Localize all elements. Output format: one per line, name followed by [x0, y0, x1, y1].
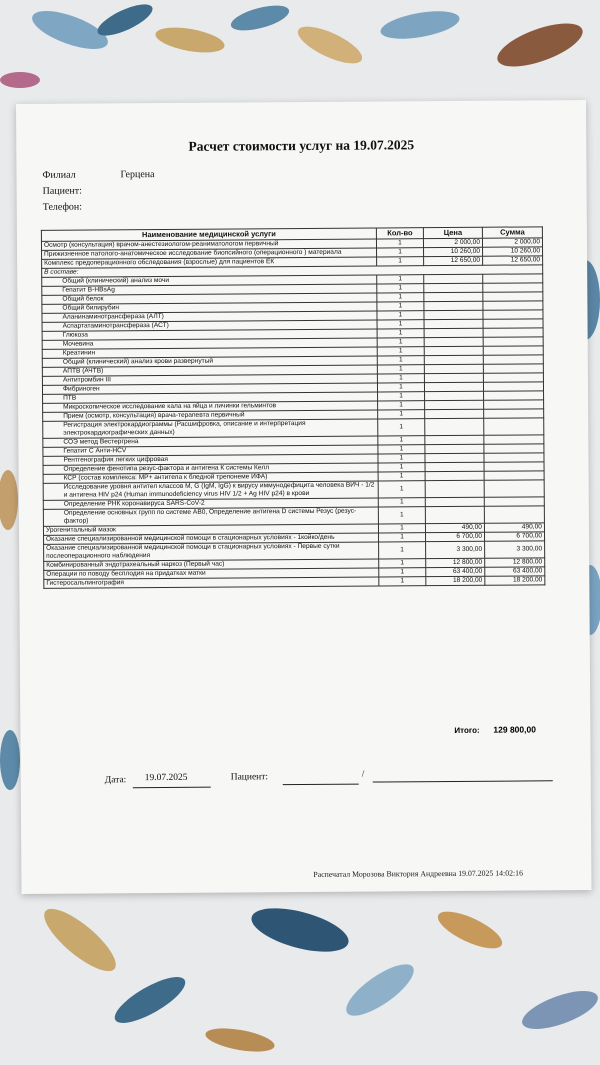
service-name-cell: Комплекс предоперационного обследования (взрослые) для пациентов ЕК — [42, 257, 377, 268]
qty-cell: 1 — [378, 410, 425, 419]
price-cell — [425, 497, 484, 506]
qty-cell: 1 — [377, 347, 424, 356]
price-cell — [424, 310, 483, 319]
sum-cell — [484, 418, 544, 435]
sum-cell — [483, 346, 543, 355]
service-name-cell: Комбинированный эндотрахеальный наркоз (Первый час) — [44, 559, 379, 570]
service-name-cell: Определение фенотипа резус-фактора и антигена К системы Келл — [43, 463, 378, 474]
sum-cell: 12 650,00 — [483, 256, 543, 265]
sum-cell: 490,00 — [484, 523, 544, 532]
patient-name-line — [373, 780, 553, 782]
phone-label: Телефон: — [42, 201, 83, 213]
qty-cell: 1 — [378, 392, 425, 401]
price-cell: 10 260,00 — [424, 247, 483, 256]
sum-cell — [484, 497, 544, 506]
sum-cell — [483, 337, 543, 346]
qty-cell: 1 — [378, 524, 425, 533]
section-label: В составе: — [42, 265, 543, 277]
sum-cell: 12 800,00 — [485, 558, 545, 567]
sum-cell — [484, 435, 544, 444]
date-underline — [133, 787, 211, 789]
qty-cell: 1 — [377, 311, 424, 320]
sum-cell — [483, 328, 543, 337]
service-name-cell: Прижизненное патолого-анатомическое исследование биопсийного (операционного ) материала — [42, 248, 377, 259]
price-cell — [425, 391, 484, 400]
price-cell — [424, 274, 483, 283]
qty-cell: 1 — [377, 356, 424, 365]
qty-cell: 1 — [378, 401, 425, 410]
sum-cell: 10 260,00 — [483, 247, 543, 256]
qty-cell: 1 — [379, 542, 426, 559]
document-title: Расчет стоимости услуг на 19.07.2025 — [188, 137, 415, 154]
services-table — [41, 226, 545, 588]
price-cell — [425, 471, 484, 480]
price-cell: 63 400,00 — [426, 567, 485, 576]
branch-value: Герцена — [120, 169, 155, 181]
qty-cell: 1 — [378, 498, 425, 507]
service-name-cell: Операции по поводу бесплодия на придатках матки — [44, 568, 379, 579]
header-price: Цена — [423, 227, 482, 238]
price-cell — [425, 462, 484, 471]
qty-cell: 1 — [379, 568, 426, 577]
qty-cell: 1 — [378, 472, 425, 481]
printed-by: Распечатал Морозова Виктория Андреевна 19.07.2025 14:02:16 — [313, 868, 524, 879]
qty-cell: 1 — [377, 383, 424, 392]
price-cell — [424, 283, 483, 292]
price-cell — [425, 444, 484, 453]
price-cell: 12 650,00 — [424, 256, 483, 265]
price-cell — [424, 364, 483, 373]
sum-cell — [483, 364, 543, 373]
qty-cell: 1 — [379, 577, 426, 586]
service-name-cell: Гепатит С Анти-HCV — [43, 445, 378, 456]
service-name-cell: Определение РНК коронавируса SARS-CoV-2 — [43, 498, 378, 509]
qty-cell: 1 — [377, 293, 424, 302]
sum-cell: 18 200,00 — [485, 576, 545, 585]
service-name-cell: Общий (клинический) анализ мочи — [42, 275, 377, 286]
qty-cell: 1 — [379, 533, 426, 542]
signature-slash: / — [361, 769, 365, 780]
price-cell: 490,00 — [425, 523, 484, 532]
price-cell — [424, 301, 483, 310]
service-name-cell: ПТВ — [43, 392, 378, 403]
service-name-cell: Аланинаминотрансфераза (АЛТ) — [42, 311, 377, 322]
qty-cell: 1 — [378, 481, 425, 498]
sum-cell: 3 300,00 — [485, 541, 545, 558]
total-value: 129 800,00 — [493, 724, 536, 735]
sum-cell: 6 700,00 — [485, 532, 545, 541]
sum-cell — [483, 355, 543, 364]
sum-cell — [484, 409, 544, 418]
price-cell — [424, 373, 483, 382]
price-cell: 3 300,00 — [426, 541, 485, 558]
service-name-cell: Общий билирубин — [42, 302, 377, 313]
price-cell: 2 000,00 — [423, 238, 482, 247]
price-cell — [424, 382, 483, 391]
sum-cell — [484, 453, 544, 462]
qty-cell: 1 — [378, 463, 425, 472]
price-cell — [424, 337, 483, 346]
service-name-cell: Общий (клинический) анализ крови развернутый — [42, 356, 377, 367]
service-name-cell: Определение основных групп по системе AB0, Определение антигена D системы Резус (резус-фактор) — [43, 507, 378, 526]
sum-cell — [484, 400, 544, 409]
sum-cell — [483, 292, 543, 301]
qty-cell: 1 — [377, 248, 424, 257]
qty-cell: 1 — [377, 257, 424, 266]
price-cell: 18 200,00 — [426, 576, 485, 585]
patient-signature-line — [283, 784, 359, 786]
service-name-cell: Креатинин — [42, 347, 377, 358]
sum-cell — [484, 480, 544, 497]
service-name-cell: Аспартатаминотрансфераза (АСТ) — [42, 320, 377, 331]
price-cell — [425, 418, 484, 435]
date-value: 19.07.2025 — [144, 772, 188, 784]
sum-cell — [483, 301, 543, 310]
service-name-cell: Мочевина — [42, 338, 377, 349]
sum-cell — [483, 274, 543, 283]
price-cell — [425, 480, 484, 497]
price-cell — [424, 328, 483, 337]
service-name-cell: СОЭ метод Вестергрена — [43, 436, 378, 447]
price-cell — [425, 400, 484, 409]
date-label: Дата: — [104, 775, 127, 786]
sum-cell — [483, 283, 543, 292]
service-name-cell: Рентгенография легких цифровая — [43, 454, 378, 465]
sum-cell — [483, 382, 543, 391]
qty-cell: 1 — [377, 365, 424, 374]
header-qty: Кол-во — [376, 228, 423, 239]
price-cell — [424, 292, 483, 301]
qty-cell: 1 — [378, 454, 425, 463]
qty-cell: 1 — [376, 239, 423, 248]
qty-cell: 1 — [379, 559, 426, 568]
price-cell — [425, 409, 484, 418]
service-name-cell: Исследование уровня антител классов M, G (IgM, IgG) к вирусу иммунодефицита человека ВИЧ - 1/2 и антигена HIV p24 (Human immunodeficiency virus HIV 1/2 + Ag HIV p24) в крови — [43, 481, 378, 500]
price-cell — [425, 506, 484, 523]
service-name-cell: Осмотр (консультация) врачом-анестезиологом-реаниматологом первичный — [41, 239, 376, 250]
sum-cell: 63 400,00 — [485, 567, 545, 576]
qty-cell: 1 — [378, 445, 425, 454]
sum-cell — [483, 319, 543, 328]
sum-cell — [483, 373, 543, 382]
price-cell — [424, 346, 483, 355]
branch-label: Филиал — [42, 169, 76, 181]
price-cell: 12 800,00 — [426, 558, 485, 567]
sum-cell — [483, 310, 543, 319]
service-name-cell: Гистеросальпингография — [44, 577, 379, 588]
service-name-cell: Гепатит B-HBsAg — [42, 284, 377, 295]
service-name-cell: Оказание специализированной медицинской помощи в стационарных условиях - Первые сутки послеоперационного наблюдения — [44, 542, 379, 561]
service-name-cell: Регистрация электрокардиограммы (Расшифровка, описание и интерпретация электрокардиографических данных) — [43, 419, 378, 438]
footer-patient-label: Пациент: — [230, 772, 269, 783]
sum-cell: 2 000,00 — [482, 238, 542, 247]
service-name-cell: Урогенитальный мазок — [43, 524, 378, 535]
sum-cell — [484, 462, 544, 471]
price-cell — [425, 435, 484, 444]
qty-cell: 1 — [377, 275, 424, 284]
sum-cell — [484, 391, 544, 400]
qty-cell: 1 — [377, 284, 424, 293]
price-cell — [424, 319, 483, 328]
sum-cell — [484, 444, 544, 453]
service-name-cell: АПТВ (АЧТВ) — [42, 365, 377, 376]
service-name-cell: Общий белок — [42, 293, 377, 304]
service-name-cell: КСР (состав комплекса: МР+ антитела к бледной трепонеме ИФА) — [43, 472, 378, 483]
sum-cell — [484, 506, 544, 523]
patient-label: Пациент: — [42, 185, 82, 197]
qty-cell: 1 — [377, 374, 424, 383]
service-name-cell: Оказание специализированной медицинской помощи в стационарных условиях - 1койко/день — [44, 533, 379, 544]
invoice-sheet — [16, 100, 592, 894]
service-name-cell: Микроскопическое исследование кала на яйца и личинки гельминтов — [43, 401, 378, 412]
qty-cell: 1 — [378, 419, 425, 436]
total-label: Итого: — [454, 725, 480, 735]
price-cell — [425, 453, 484, 462]
price-cell: 6 700,00 — [426, 532, 485, 541]
header-sum: Сумма — [482, 227, 542, 238]
qty-cell: 1 — [377, 329, 424, 338]
service-name-cell: Фибриноген — [42, 383, 377, 394]
qty-cell: 1 — [377, 302, 424, 311]
service-name-cell: Прием (осмотр, консультация) врача-терапевта первичный — [43, 410, 378, 421]
qty-cell: 1 — [378, 507, 425, 524]
qty-cell: 1 — [378, 436, 425, 445]
sum-cell — [484, 471, 544, 480]
service-name-cell: Глюкоза — [42, 329, 377, 340]
price-cell — [424, 355, 483, 364]
qty-cell: 1 — [377, 320, 424, 329]
qty-cell: 1 — [377, 338, 424, 347]
service-name-cell: Антитромбин III — [42, 374, 377, 385]
header-service: Наименование медицинской услуги — [41, 228, 376, 241]
